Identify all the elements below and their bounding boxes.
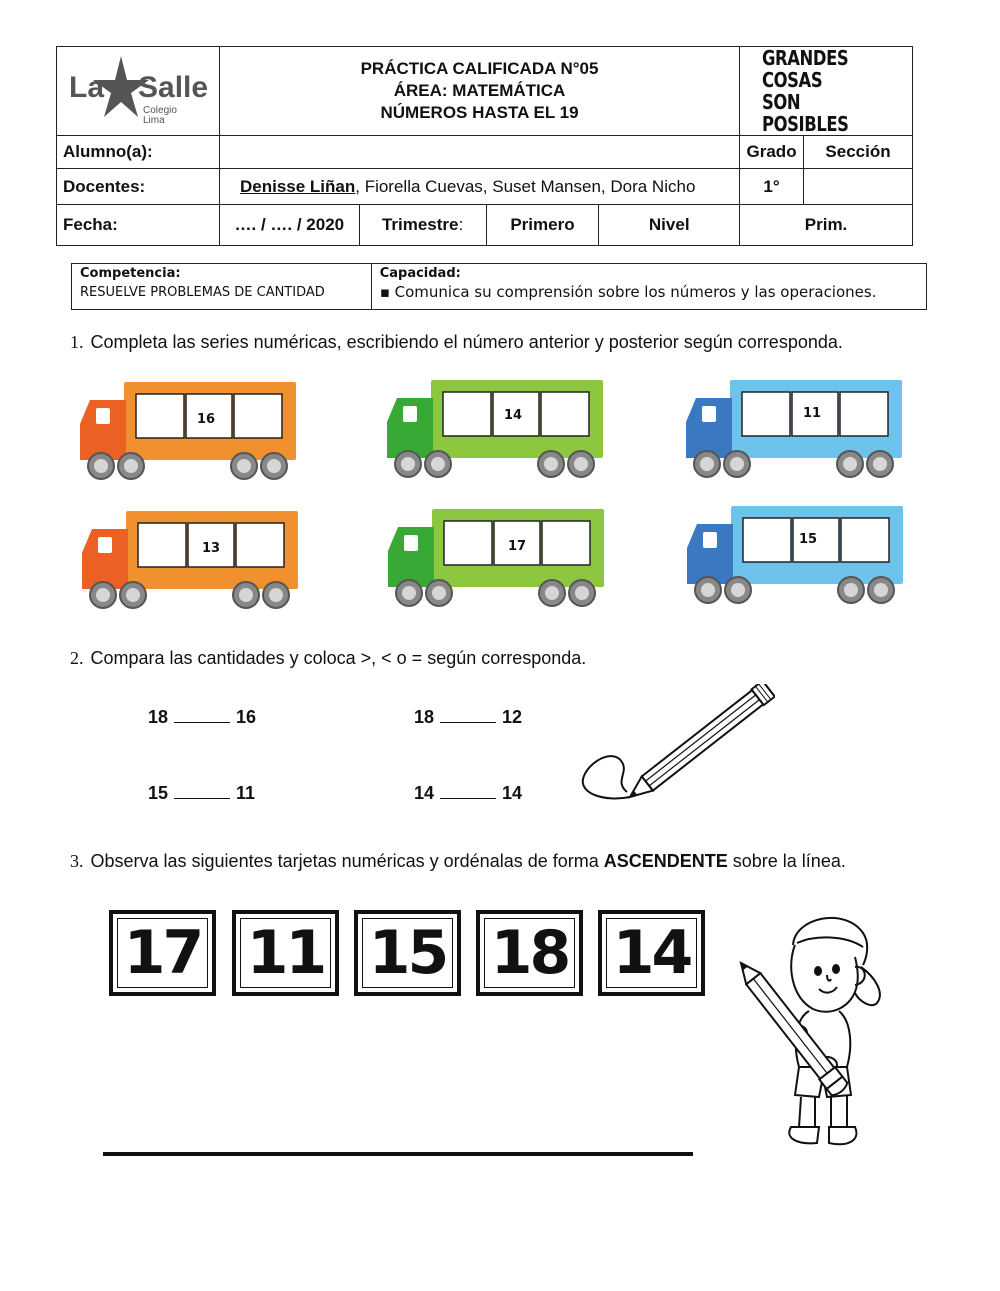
truck [384, 505, 608, 615]
compare-blank[interactable] [440, 708, 496, 723]
number-card[interactable] [109, 910, 216, 996]
compare-pair-1 [148, 707, 256, 728]
logo-cell [57, 47, 220, 136]
compare-a: 15 [148, 783, 169, 803]
truck [682, 376, 906, 486]
compare-b: 12 [502, 707, 523, 727]
competencia-cell [72, 264, 372, 310]
nivel-label: Nivel [599, 205, 740, 246]
capacidad-cell [371, 264, 926, 310]
competencia-value: RESUELVE PROBLEMAS DE CANTIDAD [80, 285, 325, 300]
truck-number: 17 [508, 539, 527, 554]
compare-blank[interactable] [174, 708, 230, 723]
seccion-field[interactable] [804, 169, 913, 205]
logo-sub-lima: Lima [143, 115, 165, 126]
question-1-text: Completa las series numéricas, escribiendo el número anterior y posterior según corresponda. [90, 332, 843, 352]
truck [78, 507, 302, 617]
header-table [56, 46, 913, 246]
docentes-cell [219, 169, 739, 205]
trimestre-label: Trimestre [381, 215, 459, 234]
competencia-label: Competencia: [80, 266, 181, 281]
compare-b: 11 [236, 783, 256, 803]
fecha-value[interactable]: …. / …. / 2020 [219, 205, 359, 246]
grado-label: Grado [740, 136, 804, 169]
title-line-2: ÁREA: MATEMÁTICA [393, 81, 566, 100]
compare-a: 14 [414, 783, 435, 803]
trimestre-label-cell [359, 205, 486, 246]
seccion-label: Sección [804, 136, 913, 169]
title-line-1: PRÁCTICA CALIFICADA N°05 [360, 59, 599, 78]
answer-line[interactable] [103, 1152, 693, 1156]
capacidad-value: Comunica su comprensión sobre los números y las operaciones. [394, 283, 877, 301]
logo-text-salle: Salle [138, 71, 209, 104]
truck-number: 15 [799, 532, 818, 547]
compare-b: 14 [502, 783, 523, 803]
compare-pair-4 [414, 783, 522, 804]
grado-value: 1° [740, 169, 804, 205]
question-1 [70, 332, 843, 353]
capacidad-bullet-icon: ▪ [379, 283, 390, 301]
question-2-text: Compara las cantidades y coloca >, < o = según corresponda. [90, 648, 587, 668]
la-salle-logo [57, 51, 217, 126]
truck-number: 11 [803, 406, 822, 421]
capacidad-label: Capacidad: [379, 266, 461, 281]
docentes-otros: , Fiorella Cuevas, Suset Mansen, Dora Nicho [355, 176, 696, 196]
boy-with-pencil-icon [735, 905, 895, 1165]
docente-principal: Denisse Liñan [239, 176, 356, 196]
title-cell [219, 47, 739, 136]
number-card-value: 11 [240, 918, 331, 988]
number-card-value: 17 [117, 918, 208, 988]
pencil-icon [575, 684, 775, 809]
title-line-3: NÚMEROS HASTA EL 19 [380, 103, 579, 122]
number-card[interactable] [354, 910, 461, 996]
trimestre-colon: : [458, 215, 464, 234]
question-2 [70, 648, 586, 669]
slogan-line-2: SON POSIBLES [762, 90, 849, 136]
truck-number: 16 [197, 412, 216, 427]
docentes-label: Docentes: [57, 169, 220, 205]
question-3-text-before: Observa las siguientes tarjetas numéricas y ordénalas de forma [90, 851, 604, 871]
compare-b: 16 [236, 707, 257, 727]
nivel-value: Prim. [740, 205, 913, 246]
logo-text-la: La [69, 71, 105, 104]
logo-sub-colegio: Colegio [143, 105, 177, 116]
question-1-number: 1. [70, 332, 84, 352]
compare-pair-2 [414, 707, 522, 728]
question-3-number: 3. [70, 851, 84, 871]
truck [683, 502, 907, 612]
number-card-value: 15 [362, 918, 453, 988]
number-card-value: 14 [606, 918, 697, 988]
number-card[interactable] [232, 910, 339, 996]
alumno-field[interactable] [219, 136, 739, 169]
compare-blank[interactable] [440, 784, 496, 799]
question-3-text-bold: ASCENDENTE [603, 851, 728, 871]
number-card-value: 18 [484, 918, 575, 988]
compare-a: 18 [148, 707, 169, 727]
truck [383, 376, 607, 486]
slogan-line-1: GRANDES COSAS [762, 46, 849, 92]
compare-a: 18 [414, 707, 435, 727]
question-2-number: 2. [70, 648, 84, 668]
competencia-table [71, 263, 927, 310]
fecha-label: Fecha: [57, 205, 220, 246]
question-3 [70, 851, 846, 872]
truck [76, 378, 300, 488]
number-card[interactable] [476, 910, 583, 996]
compare-pair-3 [148, 783, 255, 804]
slogan-cell [740, 47, 913, 136]
trimestre-value: Primero [486, 205, 599, 246]
truck-number: 14 [504, 408, 523, 423]
alumno-label: Alumno(a): [57, 136, 220, 169]
compare-blank[interactable] [174, 784, 230, 799]
truck-number: 13 [202, 541, 221, 556]
number-card[interactable] [598, 910, 705, 996]
question-3-text-after: sobre la línea. [727, 851, 846, 871]
